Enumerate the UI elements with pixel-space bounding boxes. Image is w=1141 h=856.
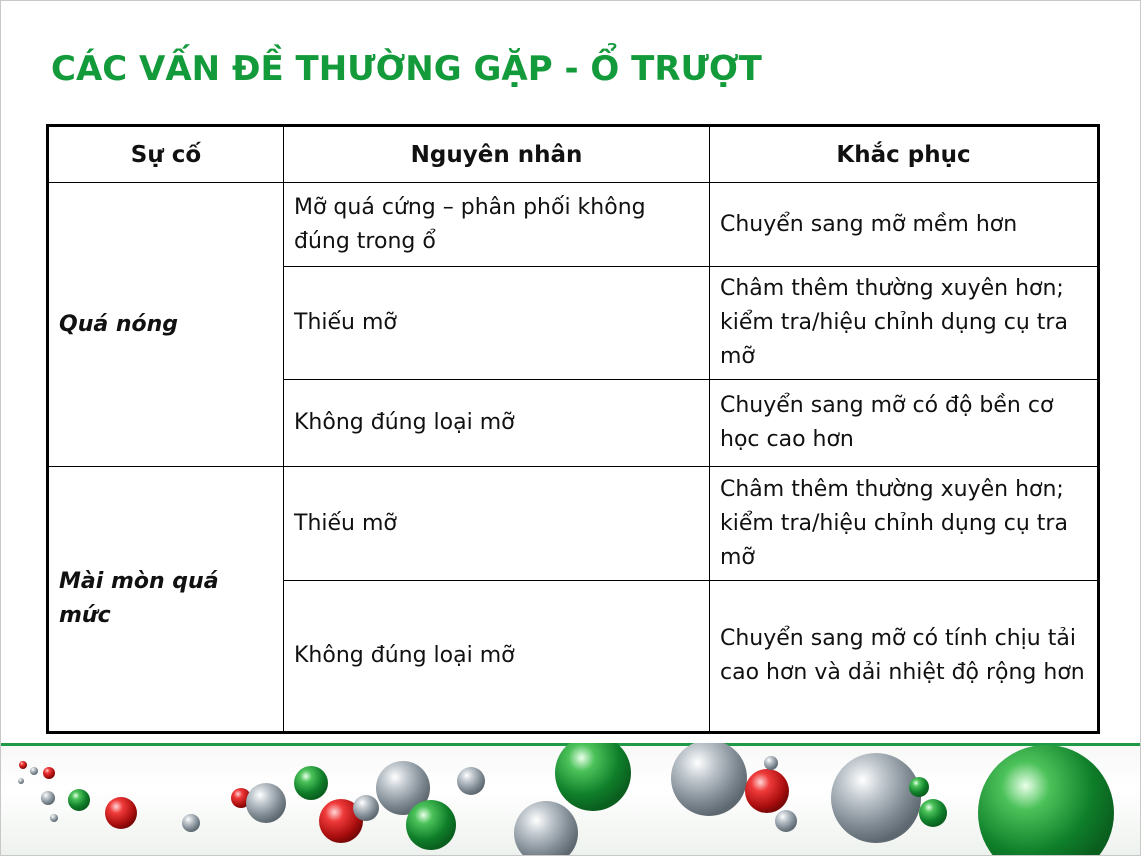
cause-cell: Không đúng loại mỡ (284, 380, 710, 467)
red-sphere (745, 769, 789, 813)
gray-sphere (246, 783, 286, 823)
fix-cell: Chuyển sang mỡ có tính chịu tải cao hơn và dải nhiệt độ rộng hơn (710, 581, 1099, 733)
table-row (48, 467, 1099, 581)
gray-sphere (457, 767, 485, 795)
cause-cell: Thiếu mỡ (284, 267, 710, 380)
gray-sphere (671, 743, 747, 816)
gray-sphere (182, 814, 200, 832)
fix-cell: Chuyển sang mỡ có độ bền cơ học cao hơn (710, 380, 1099, 467)
header-cause: Nguyên nhân (284, 126, 710, 183)
gray-sphere (775, 810, 797, 832)
issue-table (46, 124, 1100, 734)
red-sphere (105, 797, 137, 829)
problem-cell: Mài mòn quá mức (48, 467, 284, 733)
cause-cell: Thiếu mỡ (284, 467, 710, 581)
green-sphere (555, 743, 631, 811)
header-fix: Khắc phục (710, 126, 1099, 183)
green-sphere (294, 766, 328, 800)
green-sphere (68, 789, 90, 811)
cause-cell: Không đúng loại mỡ (284, 581, 710, 733)
cause-cell: Mỡ quá cứng – phân phối không đúng trong ổ (284, 183, 710, 267)
green-sphere (909, 777, 929, 797)
problem-cell: Quá nóng (48, 183, 284, 467)
header-problem: Sự cố (48, 126, 284, 183)
gray-sphere (30, 767, 38, 775)
green-sphere (406, 800, 456, 850)
fix-cell: Châm thêm thường xuyên hơn; kiểm tra/hiệu chỉnh dụng cụ tra mỡ (710, 267, 1099, 380)
gray-sphere (18, 778, 24, 784)
gray-sphere (353, 795, 379, 821)
gray-sphere (41, 791, 55, 805)
gray-sphere (514, 801, 578, 855)
red-sphere (19, 761, 27, 769)
table-header-row (48, 126, 1099, 183)
decorative-spheres (1, 743, 1140, 855)
gray-sphere (50, 814, 58, 822)
table-row (48, 183, 1099, 267)
gray-sphere (831, 753, 921, 843)
gray-sphere (764, 756, 778, 770)
red-sphere (43, 767, 55, 779)
fix-cell: Châm thêm thường xuyên hơn; kiểm tra/hiệu chỉnh dụng cụ tra mỡ (710, 467, 1099, 581)
green-sphere (978, 745, 1114, 855)
fix-cell: Chuyển sang mỡ mềm hơn (710, 183, 1099, 267)
green-sphere (919, 799, 947, 827)
slide-title: CÁC VẤN ĐỀ THƯỜNG GẶP - Ổ TRƯỢT (51, 49, 762, 89)
